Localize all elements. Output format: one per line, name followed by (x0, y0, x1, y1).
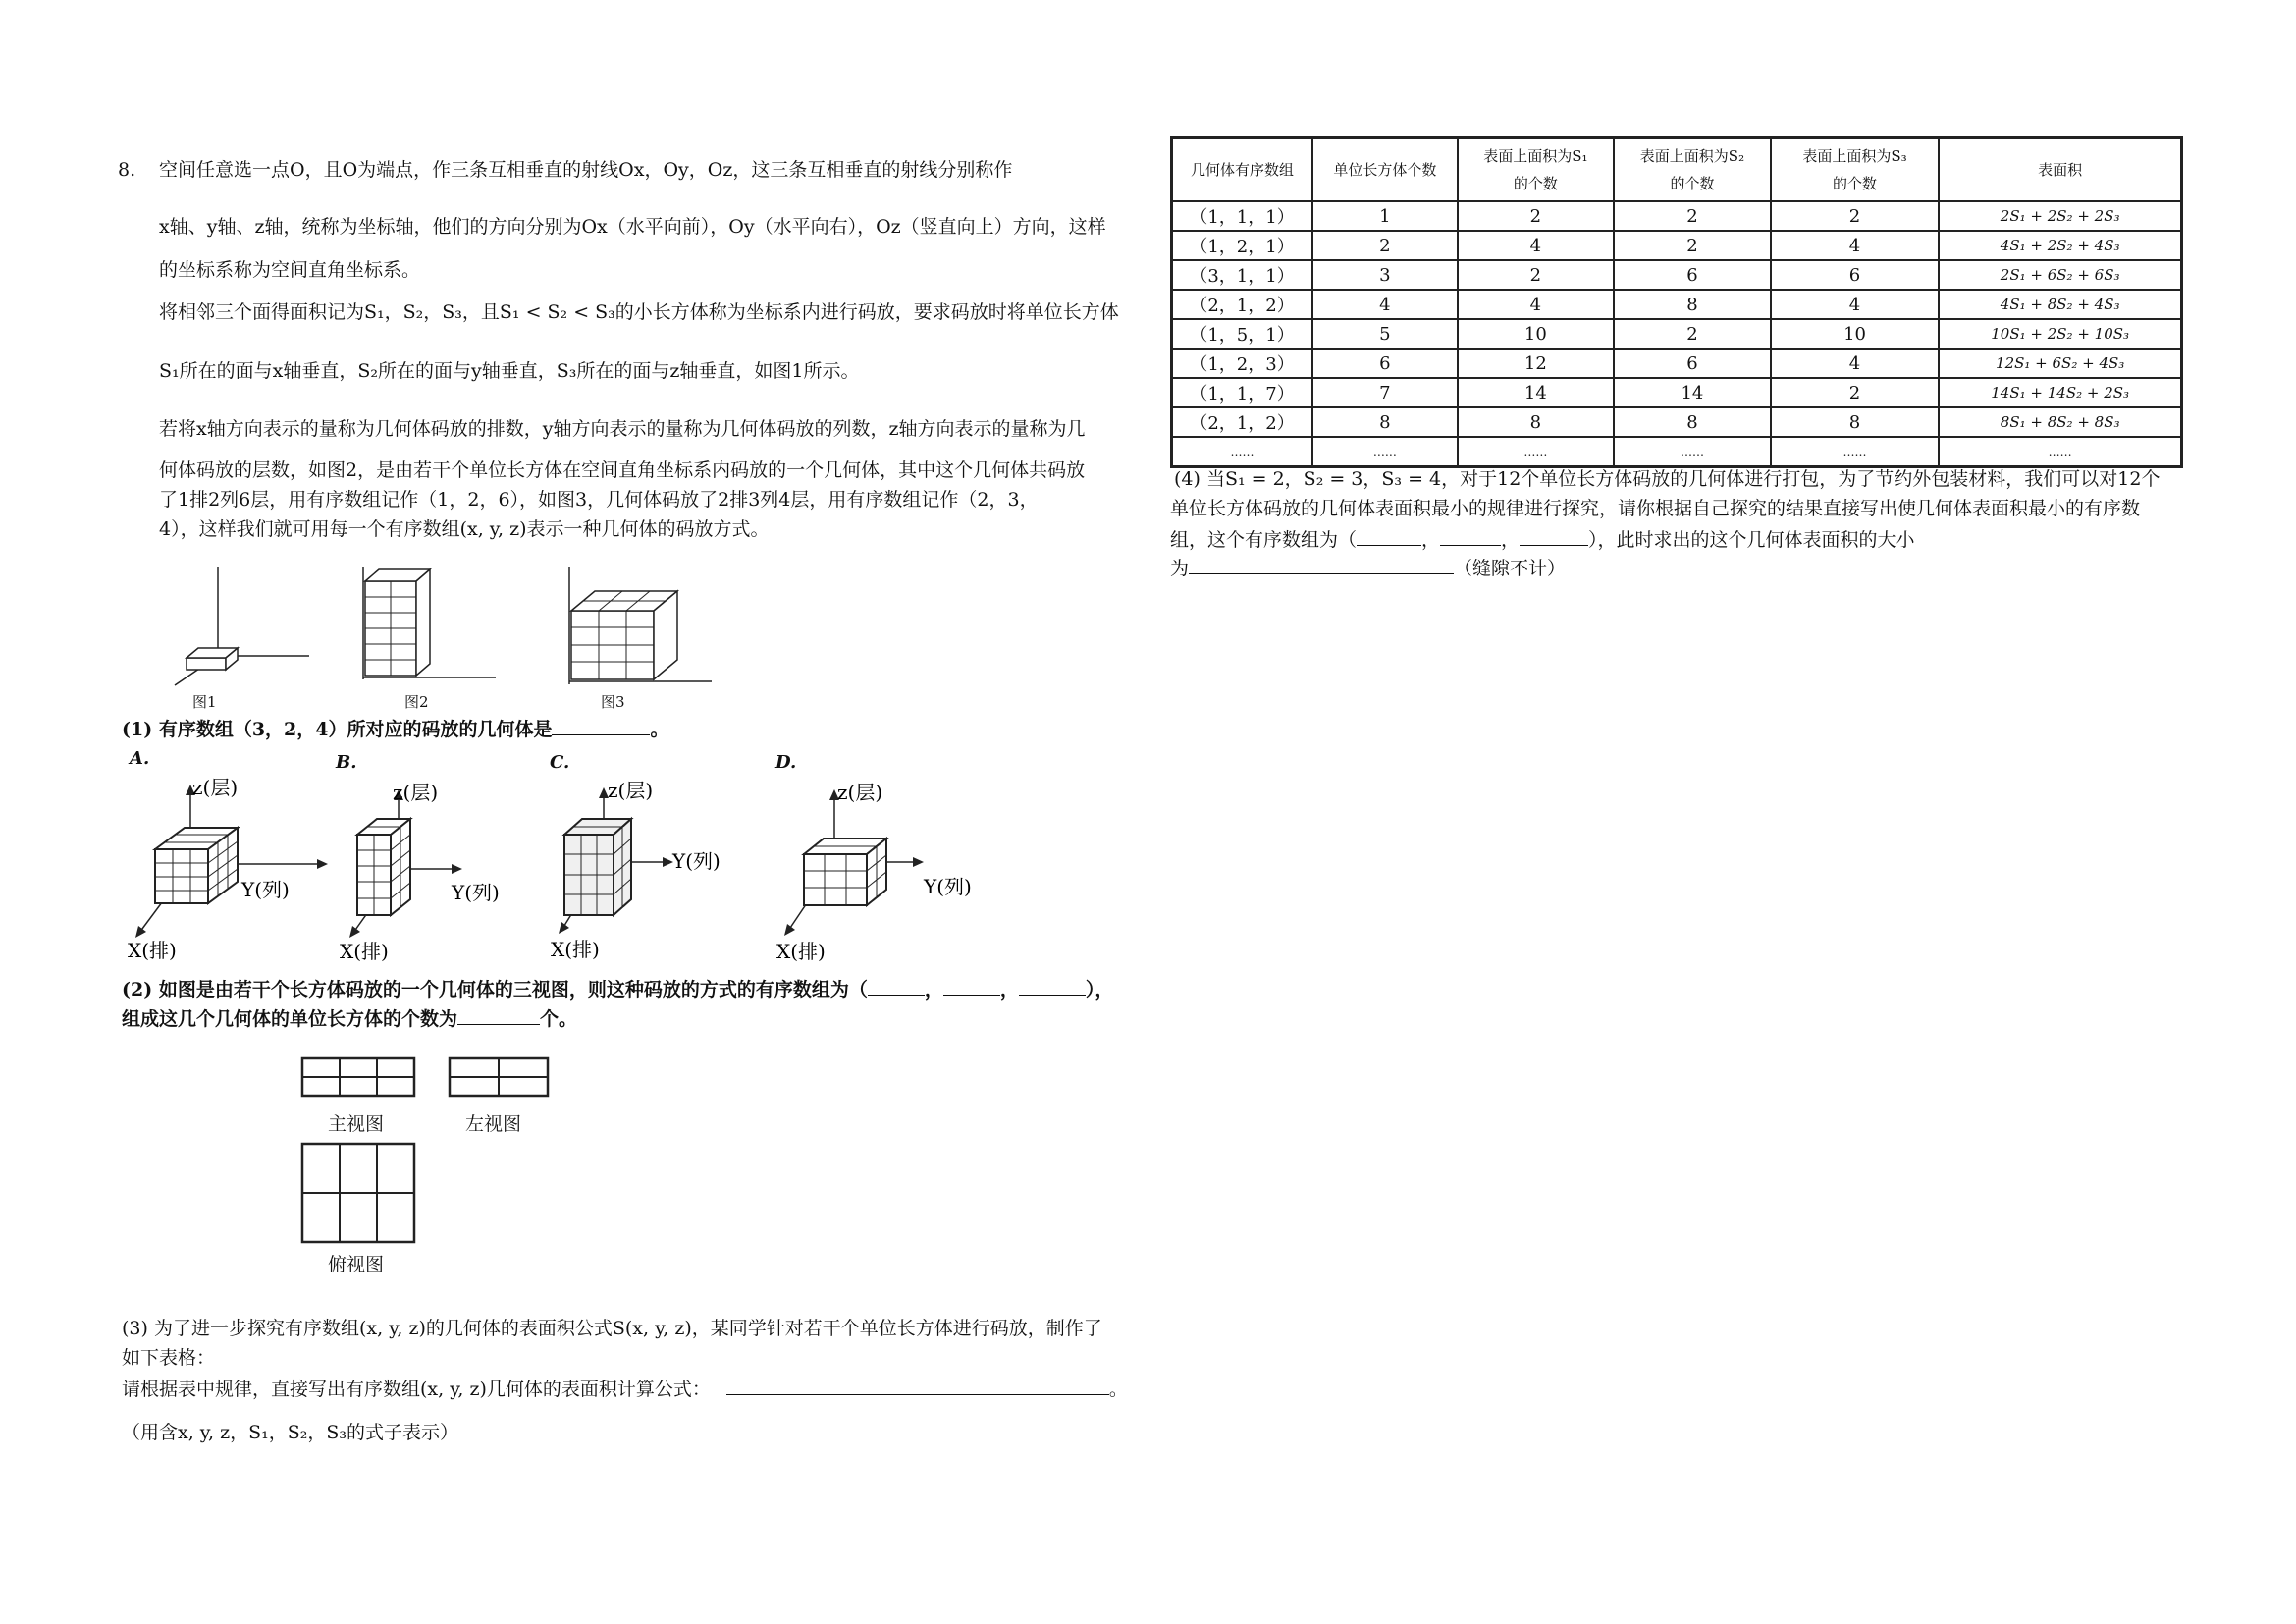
option-a-axis-y-label: Y(列) (241, 878, 290, 901)
table-cell: 14 (1614, 378, 1771, 407)
top-view-diagram (300, 1142, 418, 1244)
part4-line3-text: 组，这个有序数组为（ (1170, 529, 1358, 551)
table-cell: …… (1939, 437, 2181, 467)
table-cell: （2，1，2） (1172, 407, 1313, 437)
part4-line-3 (1170, 525, 1915, 553)
header-unit-count: 单位长方体个数 (1312, 138, 1457, 202)
table-cell: 12S₁ + 6S₂ + 4S₃ (1939, 349, 2181, 378)
part4-sep-2: ， (1501, 529, 1521, 551)
table-cell: 5 (1312, 319, 1457, 349)
figure-3-caption: 图3 (601, 693, 625, 711)
part3-line-2: 如下表格： (122, 1347, 216, 1369)
part2-line-2 (122, 1004, 577, 1032)
option-c-axis-y-label: Y(列) (672, 849, 721, 873)
part2-z-blank[interactable] (1019, 975, 1086, 996)
option-b-axis-y-label: Y(列) (452, 881, 500, 904)
option-c-label: C. (550, 752, 570, 773)
part2-sep-2: ， (999, 979, 1019, 1001)
question-paragraph-1: 空间任意选一点O，且O为端点，作三条互相垂直的射线Ox，Oy，Oz，这三条互相垂直的射线分别称作 (159, 159, 1013, 181)
table-cell: （1，2，3） (1172, 349, 1313, 378)
table-cell: 6 (1614, 260, 1771, 290)
question-paragraph-8: 了1排2列6层，用有序数组记作（1，2，6），如图3，几何体码放了2排3列4层，用有序数组记作（2，3， (159, 489, 1039, 511)
part4-y-blank[interactable] (1440, 525, 1501, 546)
figure-2-diagram (344, 562, 501, 701)
front-view-caption: 主视图 (328, 1113, 385, 1135)
table-cell: …… (1312, 437, 1457, 467)
part4-x-blank[interactable] (1357, 525, 1421, 546)
part3-line-4: （用含x, y, z，S₁，S₂，S₃的式子表示） (122, 1422, 458, 1443)
part4-line4-end: （缝隙不计） (1454, 558, 1567, 579)
question-number: 8. (118, 159, 136, 181)
option-a-label: A. (130, 748, 150, 769)
option-d-axis-x-label: X(排) (776, 940, 826, 963)
table-cell: （2，1，2） (1172, 290, 1313, 319)
header-s3-count: 表面上面积为S₃的个数 (1771, 138, 1940, 202)
table-cell: （1，2，1） (1172, 231, 1313, 260)
table-cell: 1 (1312, 201, 1457, 231)
table-row (1172, 231, 2182, 260)
table-cell: 12 (1458, 349, 1615, 378)
table-cell: 10S₁ + 2S₂ + 10S₃ (1939, 319, 2181, 349)
header-ordered-array: 几何体有序数组 (1172, 138, 1313, 202)
table-cell: …… (1458, 437, 1615, 467)
table-cell: 4 (1771, 349, 1940, 378)
option-a-axis-x-label: X(排) (128, 939, 177, 962)
part4-sep-1: ， (1421, 529, 1441, 551)
part2-y-blank[interactable] (943, 975, 1000, 996)
table-cell: 14 (1458, 378, 1615, 407)
option-b-axis-z-label: z(层) (393, 781, 439, 804)
part4-area-blank[interactable] (1189, 554, 1454, 574)
table-cell: 4 (1312, 290, 1457, 319)
figure-2-caption: 图2 (404, 693, 429, 711)
option-b-diagram[interactable] (334, 776, 540, 967)
part3-line-3 (122, 1375, 1128, 1402)
table-cell: 4 (1771, 231, 1940, 260)
table-cell: （3，1，1） (1172, 260, 1313, 290)
header-s2-count: 表面上面积为S₂的个数 (1614, 138, 1771, 202)
table-cell: 2S₁ + 2S₂ + 2S₃ (1939, 201, 2181, 231)
table-row (1172, 349, 2182, 378)
option-d-axis-y-label: Y(列) (924, 875, 972, 898)
table-cell: 6 (1312, 349, 1457, 378)
option-d-axis-z-label: z(层) (837, 781, 883, 804)
figure-1-diagram (157, 562, 314, 701)
table-row (1172, 201, 2182, 231)
table-cell: 2 (1771, 378, 1940, 407)
table-cell: 2 (1614, 201, 1771, 231)
part1-question (122, 715, 669, 742)
part1-answer-blank[interactable] (552, 715, 650, 735)
table-cell: 8 (1614, 290, 1771, 319)
table-cell: 2 (1458, 201, 1615, 231)
top-view-caption: 俯视图 (328, 1254, 385, 1275)
part4-line-1: (4) 当S₁ = 2，S₂ = 3，S₃ = 4，对于12个单位长方体码放的几何体进行打包，为了节约外包装材料，我们可以对12个 (1174, 468, 2161, 490)
table-row (1172, 290, 2182, 319)
part2-close: ）， (1085, 979, 1114, 1001)
question-paragraph-3: 的坐标系称为空间直角坐标系。 (159, 259, 421, 281)
table-cell: 4S₁ + 2S₂ + 4S₃ (1939, 231, 2181, 260)
table-cell: 8 (1312, 407, 1457, 437)
table-cell: 7 (1312, 378, 1457, 407)
part3-formula-blank[interactable] (726, 1375, 1109, 1395)
table-cell: 2S₁ + 6S₂ + 6S₃ (1939, 260, 2181, 290)
part2-line2-text: 组成这几个几何体的单位长方体的个数为 (122, 1008, 458, 1030)
option-a-axis-z-label: z(层) (192, 776, 239, 799)
table-cell: 4 (1771, 290, 1940, 319)
table-cell: 2 (1614, 231, 1771, 260)
part3-line3-text: 请根据表中规律，直接写出有序数组(x, y, z)几何体的表面积计算公式： (122, 1379, 711, 1400)
option-d-diagram[interactable] (771, 776, 982, 967)
left-view-caption: 左视图 (465, 1113, 522, 1135)
part4-line-2: 单位长方体码放的几何体表面积最小的规律进行探究，请你根据自己探究的结果直接写出使几何体表面积最小的有序数 (1170, 498, 2141, 519)
part2-line2-end: 个。 (540, 1008, 578, 1030)
table-cell: 4S₁ + 8S₂ + 4S₃ (1939, 290, 2181, 319)
part3-line-1: (3) 为了进一步探究有序数组(x, y, z)的几何体的表面积公式S(x, y, z)，某同学针对若干个单位长方体进行码放，制作了 (122, 1318, 1102, 1339)
table-cell: …… (1172, 437, 1313, 467)
question-paragraph-7: 何体码放的层数，如图2，是由若干个单位长方体在空间直角坐标系内码放的一个几何体，其中这个几何体共码放 (159, 460, 1086, 481)
table-row (1172, 260, 2182, 290)
table-cell: 10 (1771, 319, 1940, 349)
table-cell: 4 (1458, 290, 1615, 319)
part3-end: 。 (1108, 1379, 1128, 1400)
header-surface-area: 表面积 (1939, 138, 2181, 202)
part2-count-blank[interactable] (457, 1004, 540, 1025)
option-a-diagram[interactable] (126, 771, 332, 962)
table-cell: 3 (1312, 260, 1457, 290)
table-cell: 8 (1771, 407, 1940, 437)
table-cell: 10 (1458, 319, 1615, 349)
question-paragraph-5: S₁所在的面与x轴垂直，S₂所在的面与y轴垂直，S₃所在的面与z轴垂直，如图1所示。 (159, 360, 860, 382)
option-c-diagram[interactable] (545, 774, 741, 965)
table-cell: 2 (1771, 201, 1940, 231)
part2-line-1 (122, 975, 1113, 1002)
table-cell: 14S₁ + 14S₂ + 2S₃ (1939, 378, 2181, 407)
header-s1-count: 表面上面积为S₁的个数 (1458, 138, 1615, 202)
table-row (1172, 378, 2182, 407)
table-cell: 8 (1614, 407, 1771, 437)
table-cell: 6 (1614, 349, 1771, 378)
question-paragraph-4: 将相邻三个面得面积记为S₁，S₂，S₃，且S₁ < S₂ < S₃的小长方体称为坐标系内进行码放，要求码放时将单位长方体 (159, 301, 1119, 323)
question-paragraph-2: x轴、y轴、z轴，统称为坐标轴，他们的方向分别为Ox（水平向前），Oy（水平向右），Oz（竖直向上）方向，这样 (159, 216, 1106, 238)
table-cell: （1，1，7） (1172, 378, 1313, 407)
table-cell: 4 (1458, 231, 1615, 260)
option-b-axis-x-label: X(排) (340, 940, 389, 963)
part1-end: 。 (650, 719, 669, 740)
table-cell: 2 (1458, 260, 1615, 290)
option-c-axis-x-label: X(排) (551, 938, 600, 961)
table-cell: （1，1，1） (1172, 201, 1313, 231)
option-d-label: D. (775, 752, 797, 773)
part2-x-blank[interactable] (868, 975, 925, 996)
front-view-diagram (300, 1056, 418, 1098)
surface-area-table (1170, 136, 2183, 468)
part2-line1-text: (2) 如图是由若干个长方体码放的一个几何体的三视图，则这种码放的方式的有序数组为（ (122, 979, 868, 1001)
option-b-label: B. (336, 752, 357, 773)
option-c-axis-z-label: z(层) (608, 779, 654, 802)
part4-z-blank[interactable] (1520, 525, 1588, 546)
table-cell: 2 (1614, 319, 1771, 349)
table-row (1172, 319, 2182, 349)
part2-sep-1: ， (924, 979, 943, 1001)
part1-text: (1) 有序数组（3，2，4）所对应的码放的几何体是 (122, 719, 553, 740)
table-row (1172, 437, 2182, 467)
left-view-diagram (448, 1056, 552, 1098)
table-header-row (1172, 138, 2182, 202)
figure-1-caption: 图1 (192, 693, 217, 711)
table-cell: …… (1771, 437, 1940, 467)
question-paragraph-9: 4），这样我们就可用每一个有序数组(x, y, z)表示一种几何体的码放方式。 (159, 518, 770, 540)
figure-3-diagram (550, 562, 717, 701)
part4-line4-text: 为 (1170, 558, 1190, 579)
part4-line3-end: ），此时求出的这个几何体表面积的大小 (1588, 529, 1915, 551)
question-paragraph-6: 若将x轴方向表示的量称为几何体码放的排数，y轴方向表示的量称为几何体码放的列数，z轴方向表示的量称为几 (159, 418, 1086, 440)
table-row (1172, 407, 2182, 437)
table-cell: …… (1614, 437, 1771, 467)
table-cell: 2 (1312, 231, 1457, 260)
part4-line-4 (1170, 554, 1566, 581)
table-cell: 8S₁ + 8S₂ + 8S₃ (1939, 407, 2181, 437)
table-cell: （1，5，1） (1172, 319, 1313, 349)
table-cell: 6 (1771, 260, 1940, 290)
table-cell: 8 (1458, 407, 1615, 437)
